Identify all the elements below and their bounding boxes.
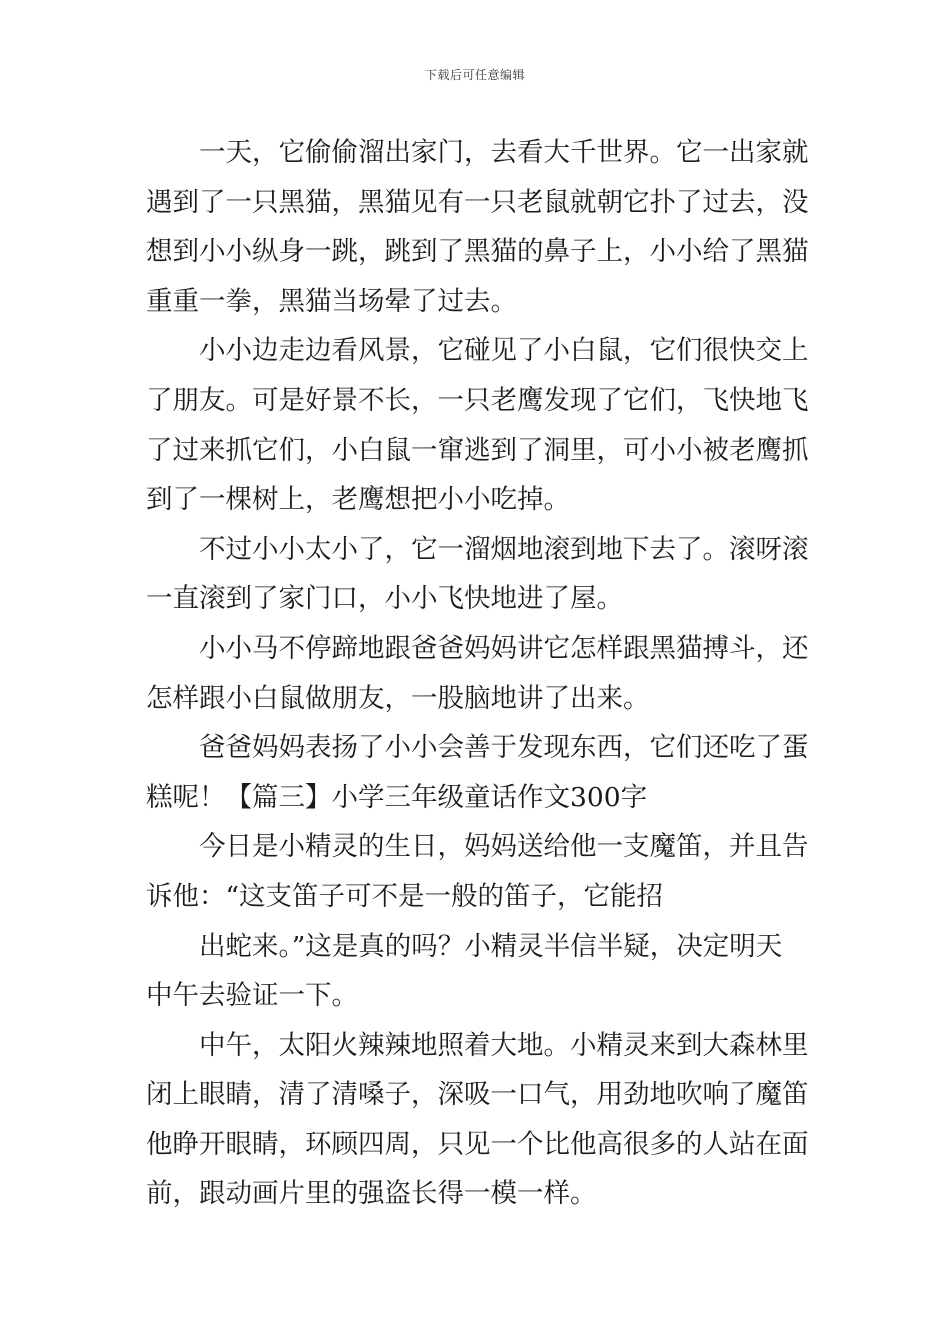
text-line: 他睁开眼睛，环顾四周，只见一个比他高很多的人站在面 xyxy=(146,1128,809,1160)
text-line: 了朋友。可是好景不长，一只老鹰发现了它们，飞快地飞 xyxy=(146,384,809,416)
text-line: 遇到了一只黑猫，黑猫见有一只老鼠就朝它扑了过去，没 xyxy=(146,186,809,218)
text-line: 了过来抓它们，小白鼠一窜逃到了洞里，可小小被老鹰抓 xyxy=(146,434,809,466)
text-line: 到了一棵树上，老鹰想把小小吃掉。 xyxy=(146,484,570,516)
text-line: 糕呢！【篇三】小学三年级童话作文300字 xyxy=(146,781,648,813)
text-line: 出蛇来。”这是真的吗？小精灵半信半疑，决定明天 xyxy=(199,930,783,962)
text-line: 前，跟动画片里的强盗长得一模一样。 xyxy=(146,1178,597,1210)
text-line: 一直滚到了家门口，小小飞快地进了屋。 xyxy=(146,583,623,615)
text-line: 不过小小太小了，它一溜烟地滚到地下去了。滚呀滚 xyxy=(199,533,809,565)
text-line: 中午，太阳火辣辣地照着大地。小精灵来到大森林里 xyxy=(199,1029,809,1061)
text-line: 想到小小纵身一跳，跳到了黑猫的鼻子上，小小给了黑猫 xyxy=(146,236,809,268)
text-line: 闭上眼睛，清了清嗓子，深吸一口气，用劲地吹响了魔笛 xyxy=(146,1079,809,1111)
text-line: 中午去验证一下。 xyxy=(146,980,358,1012)
text-line: 爸爸妈妈表扬了小小会善于发现东西，它们还吃了蛋 xyxy=(199,732,809,764)
text-line: 小小马不停蹄地跟爸爸妈妈讲它怎样跟黑猫搏斗，还 xyxy=(199,632,809,664)
document-body xyxy=(146,128,810,1219)
text-line: 一天，它偷偷溜出家门，去看大千世界。它一出家就 xyxy=(199,137,809,168)
text-line: 怎样跟小白鼠做朋友，一股脑地讲了出来。 xyxy=(146,682,650,714)
text-line: 重重一拳，黑猫当场晕了过去。 xyxy=(146,285,517,317)
page-header: 下载后可任意编辑 xyxy=(424,68,525,82)
text-line: 今日是小精灵的生日，妈妈送给他一支魔笛，并且告 xyxy=(199,831,809,863)
text-line: 诉他：“这支笛子可不是一般的笛子，它能招 xyxy=(146,880,664,912)
text-line: 小小边走边看风景，它碰见了小白鼠，它们很快交上 xyxy=(199,335,809,367)
